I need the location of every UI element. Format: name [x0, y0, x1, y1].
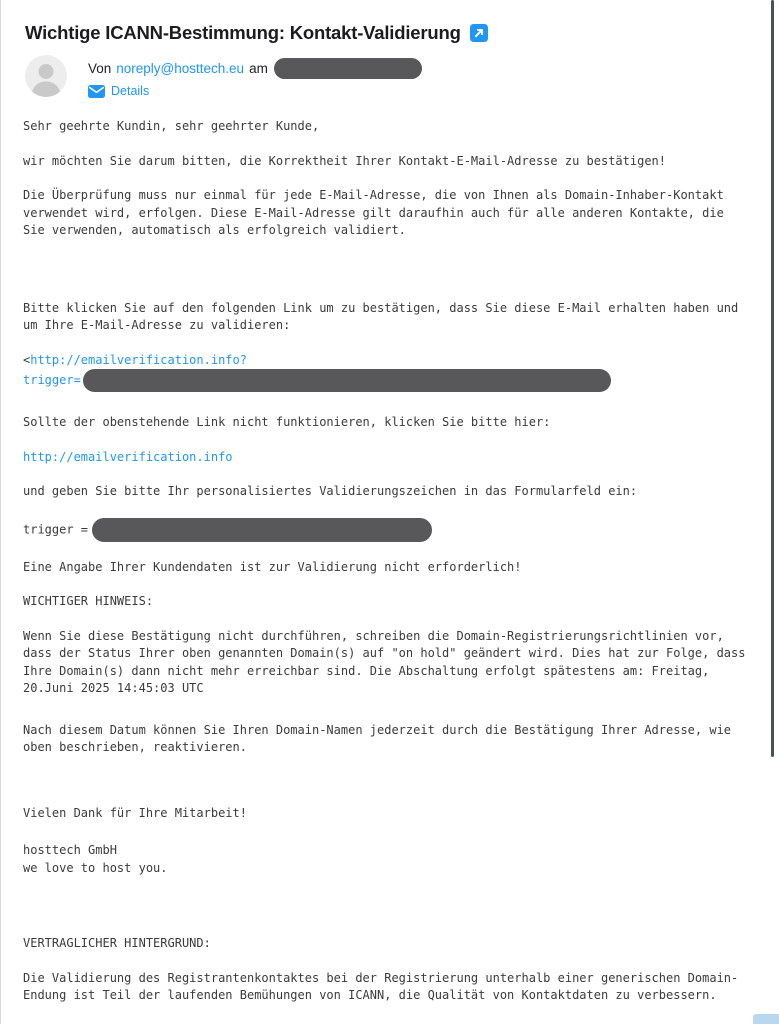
validation-link-block — [23, 352, 750, 393]
signature-block — [23, 842, 750, 877]
no-customer-data-text: Eine Angabe Ihrer Kundendaten ist zur Validierung nicht erforderlich! — [23, 559, 522, 574]
sender-avatar — [25, 55, 67, 97]
form-instruction-text: und geben Sie bitte Ihr personalisiertes Validierungszeichen in das Formularfeld ein: — [23, 484, 638, 498]
validation-link[interactable]: http://emailverification.info? — [30, 352, 247, 367]
redacted-trigger-token-url — [83, 369, 611, 392]
fallback-link[interactable]: http://emailverification.info — [23, 449, 233, 464]
notice-heading: WICHTIGER HINWEIS: — [23, 594, 154, 608]
scroll-corner — [753, 1014, 779, 1024]
explanation-text: Die Überprüfung muss nur einmal für jede E-Mail-Adresse, die von Ihnen als Domain-Inhaber-Kontakt verwendet wird, erfolgen. Diese E-Mail-Adresse gilt daraufhin auch für alle anderen Kontakte, die Sie verwenden, automatisch als erfolgreich validiert. — [23, 188, 724, 237]
trigger-field-label: trigger = — [23, 522, 89, 536]
signature-company: hosttech GmbH — [23, 843, 117, 857]
date-preposition: am — [249, 61, 268, 76]
sender-email-link[interactable]: noreply@hosttech.eu — [116, 61, 245, 76]
background-text: Die Validierung des Registrantenkontaktes bei der Registrierung unterhalb einer generischen Domain-Endung ist Teil der laufenden Bemühungen von ICANN, die Qualität von Kontaktdaten zu verbessern. — [23, 970, 739, 1002]
click-instruction-text: Bitte klicken Sie auf den folgenden Link um zu bestätigen, dass Sie diese E-Mail erhalten haben und um Ihre E-Mail-Adresse zu validieren: — [23, 300, 739, 332]
reactivation-text: Nach diesem Datum können Sie Ihren Domain-Namen jederzeit durch die Bestätigung Ihrer Adresse, wie oben beschrieben, reaktivieren. — [23, 722, 732, 754]
details-label: Details — [111, 84, 150, 98]
validation-link-trigger-param[interactable]: trigger= — [23, 373, 81, 387]
from-label: Von — [88, 61, 112, 76]
person-icon — [25, 55, 67, 97]
email-header — [1, 0, 779, 98]
redacted-trigger-token-field — [92, 518, 432, 542]
notice-text: Wenn Sie diese Bestätigung nicht durchführen, schreiben die Domain-Registrierungsrichtlinien vor, dass der Status Ihrer oben genannten Domain(s) auf "on hold" geändert wird. Dies hat zur Folge, dass Ihre Domain(s) dann nicht mehr erreichbar sind. Die Abschaltung erfolgt spätestens am: Freitag, 20.Juni 2025 14:45:03 UTC — [23, 628, 746, 695]
signature-slogan: we love to host you. — [23, 860, 168, 875]
trigger-field-line — [23, 518, 750, 542]
link-prefix: < — [23, 352, 31, 367]
redacted-date — [274, 58, 422, 79]
scrollbar-thumb[interactable] — [771, 0, 774, 757]
email-subject: Wichtige ICANN-Bestimmung: Kontakt-Validierung — [25, 22, 461, 43]
external-link-icon[interactable] — [470, 24, 488, 42]
envelope-icon — [88, 85, 105, 98]
details-button[interactable] — [88, 84, 422, 98]
email-body — [1, 118, 766, 1005]
fallback-intro-text: Sollte der obenstehende Link nicht funktionieren, klicken Sie bitte hier: — [23, 415, 551, 429]
thanks-text: Vielen Dank für Ihre Mitarbeit! — [23, 805, 247, 820]
confirm-request-text: wir möchten Sie darum bitten, die Korrektheit Ihrer Kontakt-E-Mail-Adresse zu bestätigen! — [23, 153, 666, 168]
background-heading: VERTRAGLICHER HINTERGRUND: — [23, 936, 211, 950]
greeting-text: Sehr geehrte Kundin, sehr geehrter Kunde, — [23, 119, 320, 133]
